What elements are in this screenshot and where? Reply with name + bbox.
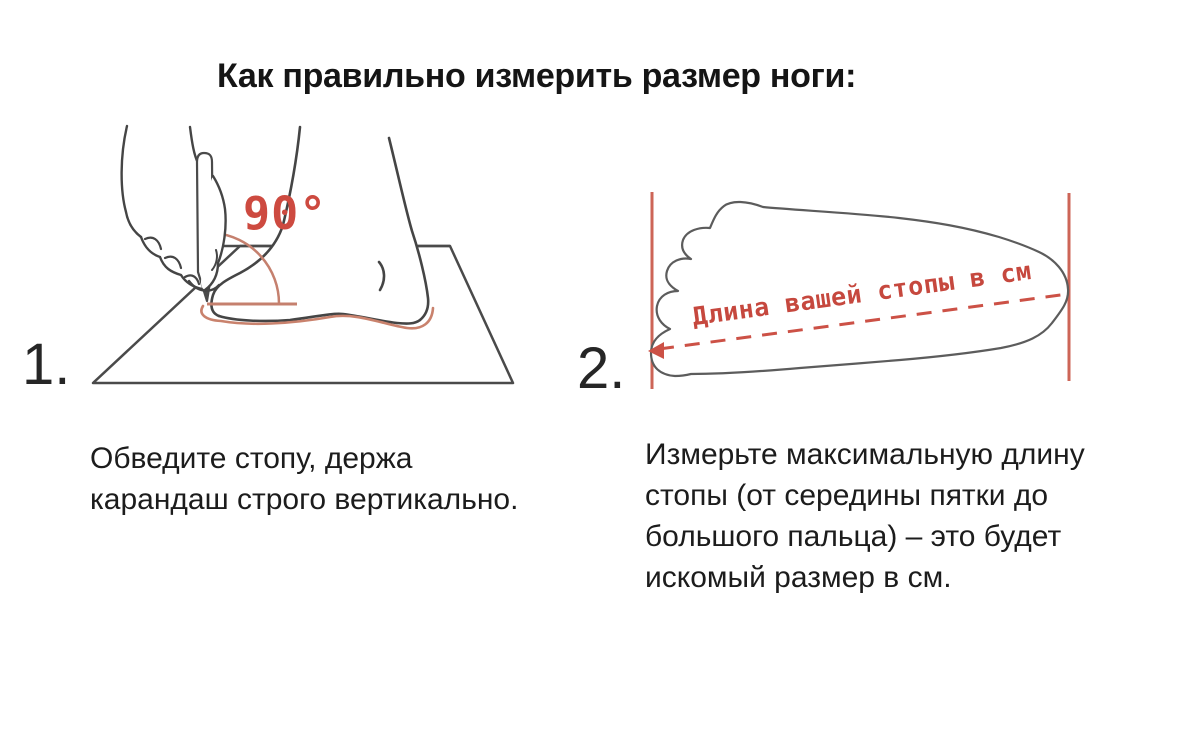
step2-caption-line3: большого пальца) – это будет xyxy=(645,520,1062,553)
page-title: Как правильно измерить размер ноги: xyxy=(217,57,857,95)
step2-caption-line1: Измерьте максимальную длину xyxy=(645,438,1085,471)
step1-number: 1. xyxy=(22,332,71,397)
step2-number: 2. xyxy=(577,336,626,401)
measurement-label: Длина вашей стопы в см xyxy=(690,255,1034,332)
step1-caption-line1: Обведите стопу, держа xyxy=(90,442,413,475)
angle-label: 90° xyxy=(243,187,328,240)
step2-caption-line4: искомый размер в см. xyxy=(645,561,952,594)
step2-illustration xyxy=(635,178,1100,413)
step1-caption-line2: карандаш строго вертикально. xyxy=(90,483,519,516)
step2-caption xyxy=(645,434,1085,598)
step1-illustration xyxy=(85,112,525,404)
step1-caption xyxy=(90,438,518,520)
step2-caption-line2: стопы (от середины пятки до xyxy=(645,479,1049,512)
